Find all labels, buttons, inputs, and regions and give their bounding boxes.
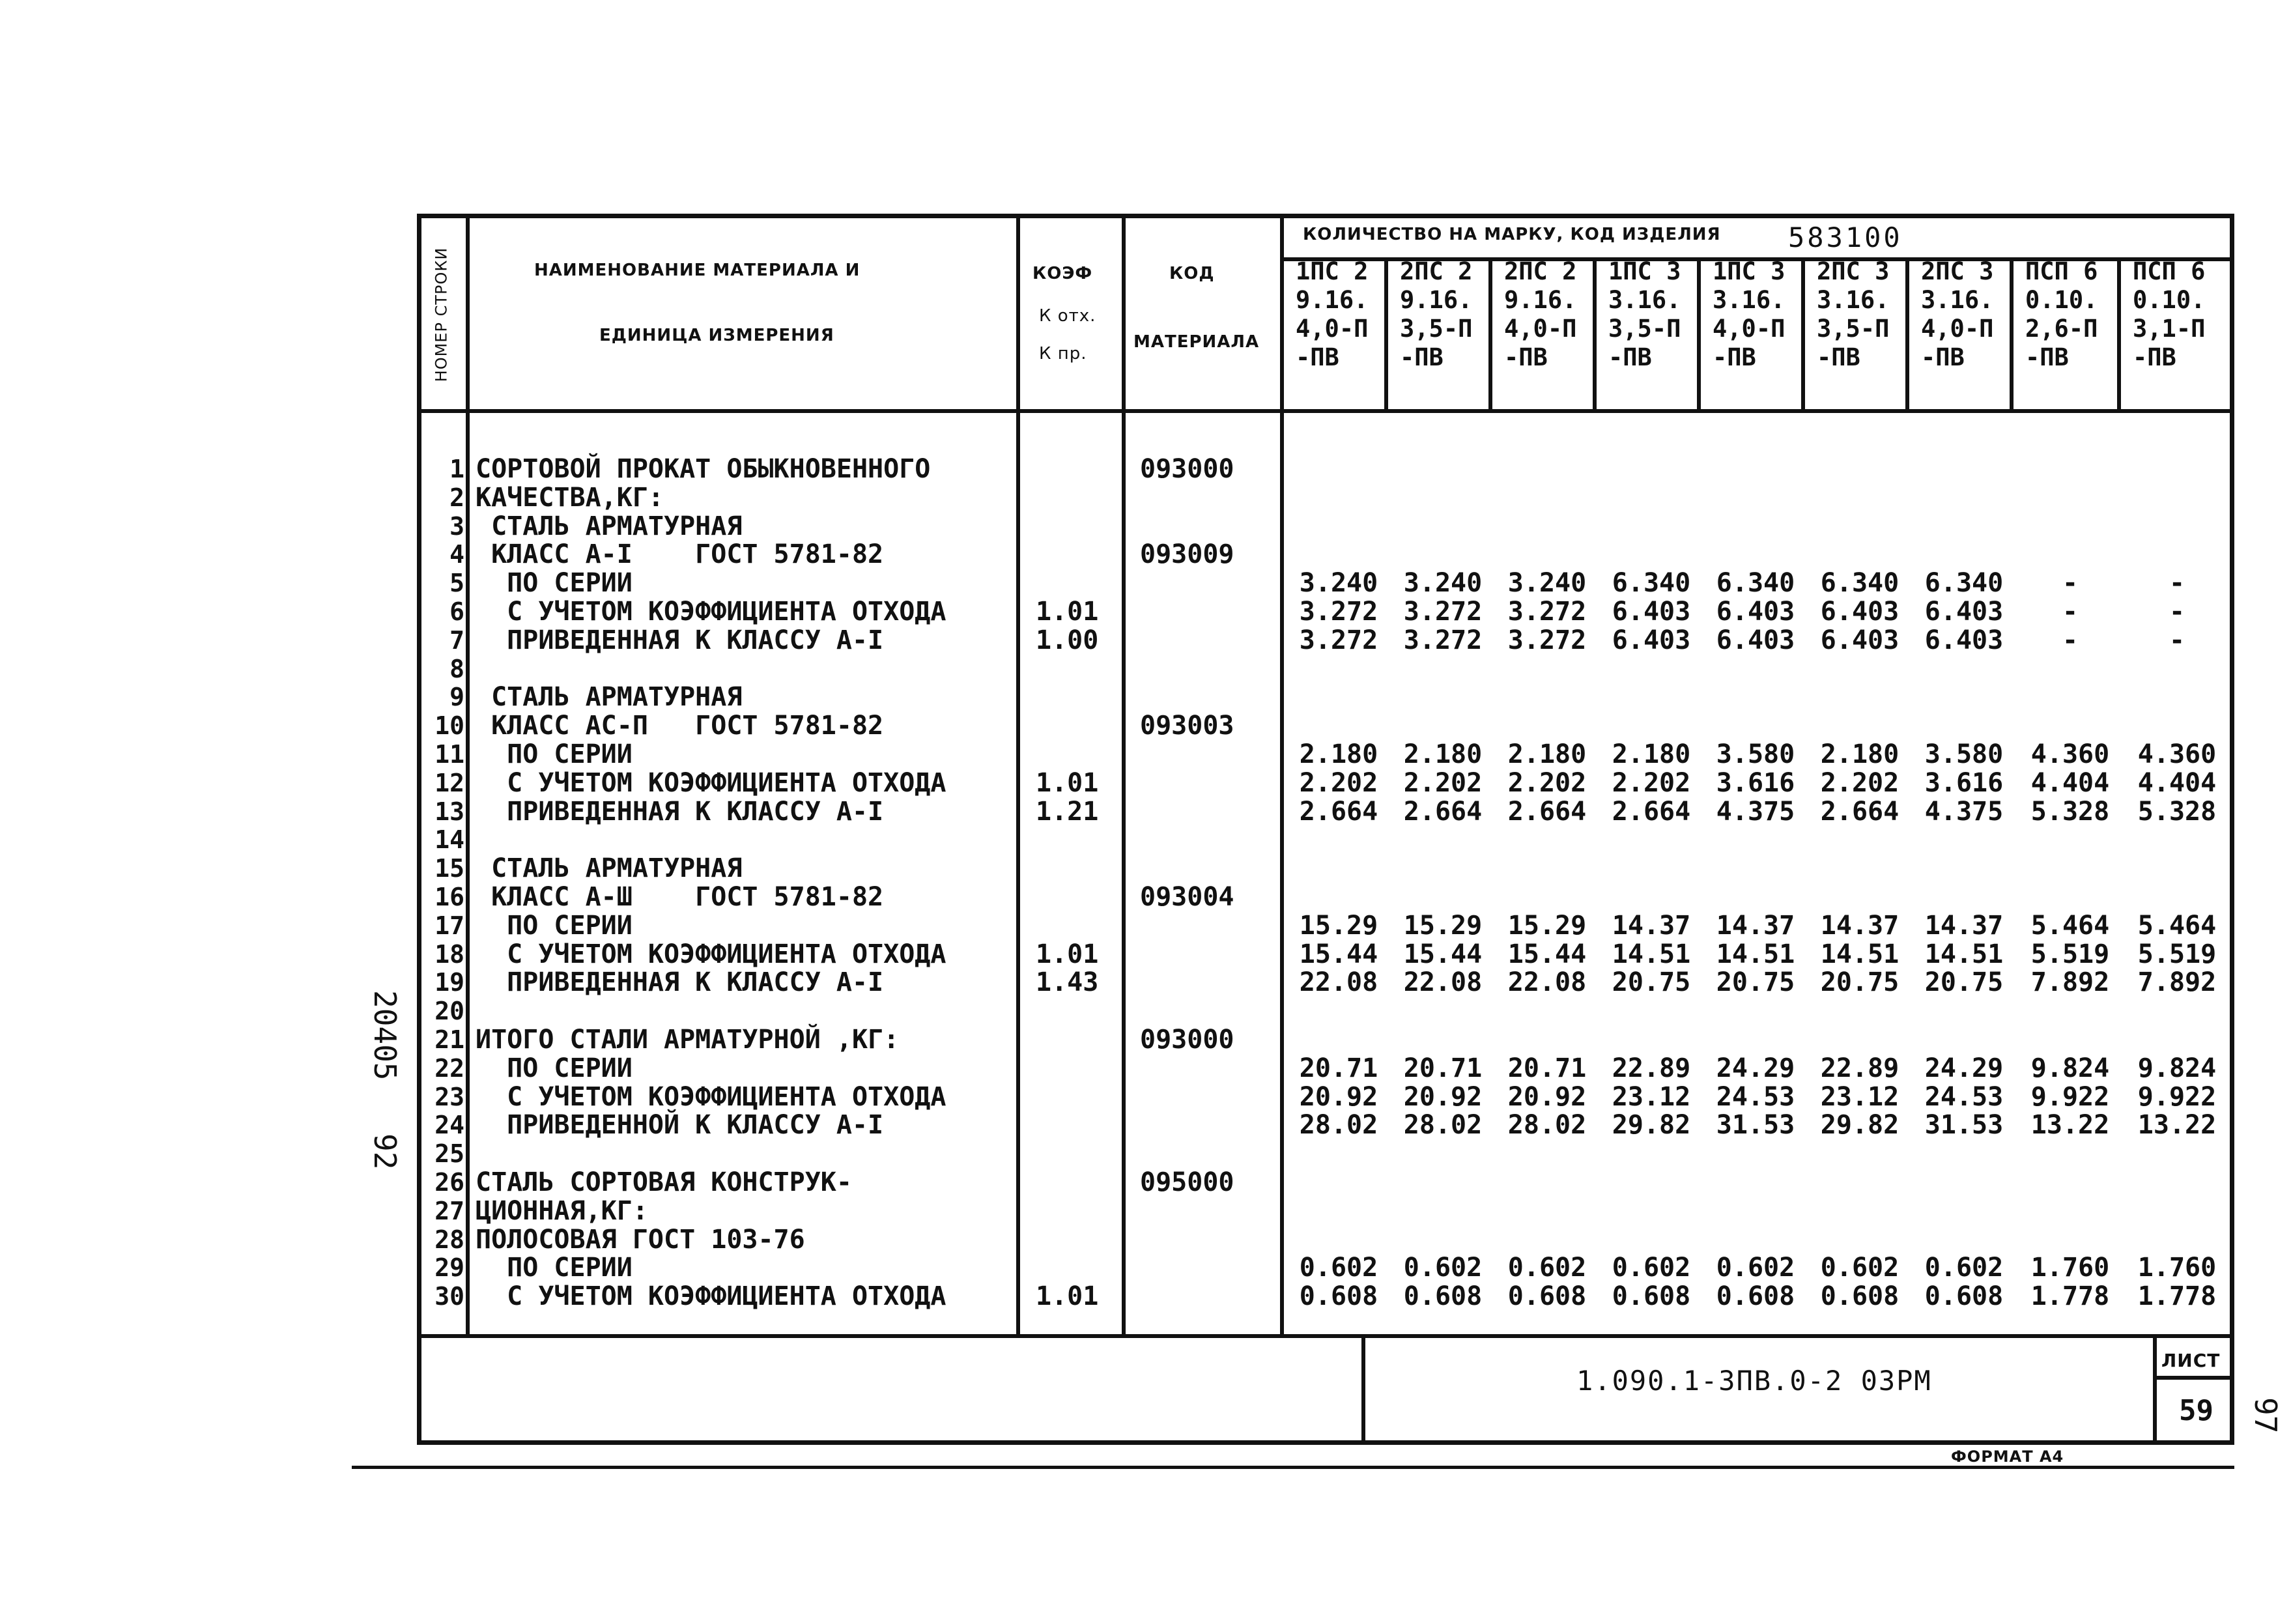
quantity-cell: 0.608 (1507, 1281, 1587, 1311)
row-number: 12 (434, 769, 464, 797)
quantity-cell: 5.464 (2030, 911, 2110, 941)
coefficient: 1.01 (1036, 1281, 1099, 1311)
quantity-cell: 3.272 (1403, 597, 1483, 627)
row-number: 19 (434, 968, 464, 997)
row-number: 26 (434, 1168, 464, 1197)
quantity-cell: 9.824 (2030, 1053, 2110, 1083)
quantity-cell: 4.375 (1924, 797, 2004, 827)
quantity-cell: 5.519 (2030, 939, 2110, 969)
quantity-cell: 4.360 (2030, 739, 2110, 769)
quantity-cell: 31.53 (1924, 1110, 2004, 1140)
quantity-cell: 3.580 (1924, 739, 2004, 769)
coef-pr-header: К пр. (1039, 344, 1087, 363)
mark-divider (1697, 257, 1701, 409)
quantity-cell: 2.664 (1507, 797, 1587, 827)
kod-header: КОД (1169, 264, 1215, 283)
row-number: 7 (449, 626, 464, 655)
material-code: 095000 (1140, 1167, 1234, 1197)
quantity-cell: 2.180 (1507, 739, 1587, 769)
quantity-cell: - (2062, 568, 2079, 598)
quantity-cell: 5.328 (2030, 797, 2110, 827)
row-number: 3 (449, 512, 464, 541)
material-code: 093000 (1140, 1025, 1234, 1055)
quantity-cell: 3.272 (1507, 625, 1587, 655)
row-number: 10 (434, 711, 464, 740)
header-bottom-line (417, 409, 2234, 413)
left-margin-number: 92 (367, 1133, 403, 1170)
quantity-cell: 3.272 (1403, 625, 1483, 655)
quantity-cell: 0.608 (1403, 1281, 1483, 1311)
quantity-cell: 0.602 (1612, 1253, 1691, 1283)
quantity-cell: 20.92 (1507, 1082, 1587, 1112)
quantity-cell: 15.29 (1299, 911, 1378, 941)
row-number-header: НОМЕР СТРОКИ (432, 247, 450, 382)
quantity-cell: 0.602 (1403, 1253, 1483, 1283)
quantity-cell: 9.922 (2137, 1082, 2217, 1112)
quantity-cell: 0.608 (1820, 1281, 1900, 1311)
material-name: С УЧЕТОМ КОЭФФИЦИЕНТА ОТХОДА (476, 597, 946, 627)
row-number: 28 (434, 1225, 464, 1254)
quantity-cell: 23.12 (1612, 1082, 1691, 1112)
row-number: 16 (434, 883, 464, 911)
material-name: С УЧЕТОМ КОЭФФИЦИЕНТА ОТХОДА (476, 1082, 946, 1112)
quantity-cell: 1.778 (2030, 1281, 2110, 1311)
divider-name (1016, 214, 1020, 1334)
quantity-cell: - (2169, 625, 2185, 655)
row-number: 25 (434, 1139, 464, 1168)
material-header-line1: НАИМЕНОВАНИЕ МАТЕРИАЛА И (534, 261, 861, 280)
quantity-cell: 28.02 (1403, 1110, 1483, 1140)
quantity-cell: 14.37 (1820, 911, 1900, 941)
quantity-cell: 0.608 (1924, 1281, 2004, 1311)
quantity-cell: 31.53 (1716, 1110, 1795, 1140)
quantity-cell: 3.240 (1403, 568, 1483, 598)
quantity-cell: 6.403 (1820, 597, 1900, 627)
quantity-cell: 24.29 (1924, 1053, 2004, 1083)
quantity-cell: 3.240 (1299, 568, 1378, 598)
quantity-cell: 0.602 (1299, 1253, 1378, 1283)
quantity-cell: 15.44 (1403, 939, 1483, 969)
quantity-cell: 6.403 (1612, 597, 1691, 627)
quantity-cell: 4.375 (1716, 797, 1795, 827)
material-name: ПОЛОСОВАЯ ГОСТ 103-76 (476, 1225, 805, 1255)
quantity-cell: 2.202 (1612, 768, 1691, 798)
mark-divider (1905, 257, 1909, 409)
document-code: 1.090.1-3ПВ.0-2 03РМ (1576, 1365, 1932, 1397)
divider-rownum (466, 214, 470, 1334)
material-name: СТАЛЬ АРМАТУРНАЯ (476, 682, 743, 712)
format-line (352, 1466, 2234, 1469)
row-number: 11 (434, 740, 464, 769)
quantity-cell: 0.608 (1299, 1281, 1378, 1311)
quantity-cell: 3.580 (1716, 739, 1795, 769)
material-name: ПРИВЕДЕННАЯ К КЛАССУ А-I (476, 967, 884, 997)
mark-header-6: 2ПС 3 3.16. 3,5-П -ПВ (1817, 257, 1890, 371)
mark-header-3: 2ПС 2 9.16. 4,0-П -ПВ (1504, 257, 1577, 371)
material-name: С УЧЕТОМ КОЭФФИЦИЕНТА ОТХОДА (476, 1281, 946, 1311)
format-label: ФОРМАТ А4 (1951, 1447, 2064, 1466)
mark-header-9: ПСП 6 0.10. 3,1-П -ПВ (2133, 257, 2206, 371)
quantity-cell: 20.75 (1924, 967, 2004, 997)
footer-divider-left (1361, 1334, 1365, 1445)
quantity-cell: 20.75 (1612, 967, 1691, 997)
quantity-cell: 13.22 (2137, 1110, 2217, 1140)
material-name: ПО СЕРИИ (476, 1253, 633, 1283)
mark-header-1: 1ПС 2 9.16. 4,0-П -ПВ (1296, 257, 1369, 371)
quantity-cell: 14.51 (1612, 939, 1691, 969)
divider-coef (1122, 214, 1126, 1334)
row-number: 22 (434, 1054, 464, 1083)
quantity-cell: 24.53 (1924, 1082, 2004, 1112)
kod-material-header: МАТЕРИАЛА (1133, 332, 1260, 352)
quantity-cell: 6.403 (1716, 625, 1795, 655)
quantity-cell: 4.404 (2030, 768, 2110, 798)
quantity-cell: 24.29 (1716, 1053, 1795, 1083)
quantity-cell: 2.180 (1612, 739, 1691, 769)
quantity-cell: 2.664 (1612, 797, 1691, 827)
quantity-cell: 6.403 (1716, 597, 1795, 627)
quantity-cell: 14.37 (1924, 911, 2004, 941)
mark-divider (2010, 257, 2014, 409)
coefficient: 1.01 (1036, 597, 1099, 627)
quantity-cell: 6.340 (1612, 568, 1691, 598)
material-name: ИТОГО СТАЛИ АРМАТУРНОЙ ,КГ: (476, 1025, 900, 1055)
quantity-cell: 2.664 (1403, 797, 1483, 827)
quantity-cell: 2.180 (1403, 739, 1483, 769)
quantity-cell: 6.340 (1820, 568, 1900, 598)
quantity-cell: 22.89 (1820, 1053, 1900, 1083)
quantity-cell: 0.602 (1820, 1253, 1900, 1283)
row-number: 27 (434, 1197, 464, 1225)
quantity-cell: 15.44 (1507, 939, 1587, 969)
quantity-cell: 0.602 (1507, 1253, 1587, 1283)
material-name: ПРИВЕДЕННАЯ К КЛАССУ А-I (476, 625, 884, 655)
row-number: 9 (449, 683, 464, 711)
quantity-cell: 28.02 (1507, 1110, 1587, 1140)
quantity-cell: 6.340 (1924, 568, 2004, 598)
material-name: СТАЛЬ АРМАТУРНАЯ (476, 853, 743, 883)
mark-header-5: 1ПС 3 3.16. 4,0-П -ПВ (1713, 257, 1786, 371)
quantity-cell: 15.44 (1299, 939, 1378, 969)
material-name: СТАЛЬ АРМАТУРНАЯ (476, 511, 743, 541)
quantity-cell: 22.08 (1299, 967, 1378, 997)
material-name: ПО СЕРИИ (476, 911, 633, 941)
material-name: СОРТОВОЙ ПРОКАТ ОБЫКНОВЕННОГО (476, 454, 931, 484)
quantity-cell: 29.82 (1820, 1110, 1900, 1140)
quantity-cell: 6.403 (1820, 625, 1900, 655)
footer-divider-sheet (2153, 1334, 2157, 1445)
quantity-cell: 15.29 (1403, 911, 1483, 941)
quantity-cell: 14.37 (1612, 911, 1691, 941)
material-name: ПО СЕРИИ (476, 739, 633, 769)
row-number: 18 (434, 940, 464, 969)
quantity-cell: 14.51 (1820, 939, 1900, 969)
quantity-cell: 20.71 (1299, 1053, 1378, 1083)
mark-divider (1488, 257, 1492, 409)
material-name: ПО СЕРИИ (476, 1053, 633, 1083)
quantity-cell: 1.760 (2030, 1253, 2110, 1283)
quantity-cell: 5.519 (2137, 939, 2217, 969)
right-margin-number: 97 (2248, 1397, 2283, 1434)
material-code: 093000 (1140, 454, 1234, 484)
quantity-cell: 20.71 (1507, 1053, 1587, 1083)
quantity-cell: 29.82 (1612, 1110, 1691, 1140)
quantity-cell: - (2062, 597, 2079, 627)
quantity-cell: 1.760 (2137, 1253, 2217, 1283)
mark-divider (1593, 257, 1597, 409)
mark-divider (1384, 257, 1388, 409)
coef-header: КОЭФ (1032, 264, 1093, 283)
quantity-cell: 3.616 (1716, 768, 1795, 798)
quantity-cell: 2.202 (1820, 768, 1900, 798)
row-number: 4 (449, 540, 464, 569)
material-name: С УЧЕТОМ КОЭФФИЦИЕНТА ОТХОДА (476, 768, 946, 798)
quantity-cell: 20.92 (1403, 1082, 1483, 1112)
quantity-cell: 14.51 (1924, 939, 2004, 969)
qty-title: КОЛИЧЕСТВО НА МАРКУ, КОД ИЗДЕЛИЯ (1303, 225, 1721, 244)
row-number: 20 (434, 997, 464, 1025)
row-number: 6 (449, 597, 464, 626)
quantity-cell: 6.403 (1924, 597, 2004, 627)
quantity-cell: 20.75 (1820, 967, 1900, 997)
quantity-cell: 28.02 (1299, 1110, 1378, 1140)
material-name: СТАЛЬ СОРТОВАЯ КОНСТРУК- (476, 1167, 852, 1197)
material-name: ПРИВЕДЕННОЙ К КЛАССУ А-I (476, 1110, 884, 1140)
body-bottom-line (417, 1334, 2234, 1338)
quantity-cell: 4.404 (2137, 768, 2217, 798)
quantity-cell: 2.664 (1299, 797, 1378, 827)
quantity-cell: 22.08 (1403, 967, 1483, 997)
quantity-cell: 2.180 (1820, 739, 1900, 769)
material-code: 093009 (1140, 539, 1234, 569)
quantity-cell: 2.664 (1820, 797, 1900, 827)
coef-otx-header: К отх. (1039, 306, 1096, 326)
quantity-cell: 6.403 (1612, 625, 1691, 655)
quantity-cell: 20.71 (1403, 1053, 1483, 1083)
quantity-cell: 6.340 (1716, 568, 1795, 598)
quantity-cell: 3.272 (1507, 597, 1587, 627)
mark-divider (2117, 257, 2121, 409)
quantity-cell: 3.616 (1924, 768, 2004, 798)
row-number: 17 (434, 911, 464, 940)
coefficient: 1.01 (1036, 939, 1099, 969)
mark-header-7: 2ПС 3 3.16. 4,0-П -ПВ (1921, 257, 1994, 371)
coefficient: 1.21 (1036, 797, 1099, 827)
quantity-cell: - (2169, 597, 2185, 627)
row-number: 24 (434, 1111, 464, 1139)
row-number: 2 (449, 483, 464, 512)
quantity-cell: 7.892 (2030, 967, 2110, 997)
material-name: КАЧЕСТВА,КГ: (476, 483, 664, 513)
quantity-cell: 22.08 (1507, 967, 1587, 997)
quantity-cell: 22.89 (1612, 1053, 1691, 1083)
mark-header-8: ПСП 6 0.10. 2,6-П -ПВ (2025, 257, 2098, 371)
quantity-cell: - (2062, 625, 2079, 655)
material-code: 093003 (1140, 711, 1234, 741)
quantity-cell: 20.92 (1299, 1082, 1378, 1112)
quantity-cell: 23.12 (1820, 1082, 1900, 1112)
coefficient: 1.00 (1036, 625, 1099, 655)
quantity-cell: 3.240 (1507, 568, 1587, 598)
row-number: 5 (449, 569, 464, 597)
quantity-cell: 0.602 (1924, 1253, 2004, 1283)
row-number: 13 (434, 797, 464, 826)
quantity-cell: 9.824 (2137, 1053, 2217, 1083)
product-code: 583100 (1788, 221, 1903, 253)
quantity-cell: 4.360 (2137, 739, 2217, 769)
quantity-cell: 7.892 (2137, 967, 2217, 997)
material-name: КЛАСС АС-П ГОСТ 5781-82 (476, 711, 884, 741)
material-name: С УЧЕТОМ КОЭФФИЦИЕНТА ОТХОДА (476, 939, 946, 969)
quantity-cell: 20.75 (1716, 967, 1795, 997)
quantity-cell: 14.51 (1716, 939, 1795, 969)
mark-header-4: 1ПС 3 3.16. 3,5-П -ПВ (1608, 257, 1681, 371)
quantity-cell: 15.29 (1507, 911, 1587, 941)
material-code: 093004 (1140, 882, 1234, 912)
mark-divider (1801, 257, 1805, 409)
quantity-cell: 6.403 (1924, 625, 2004, 655)
material-header-line2: ЕДИНИЦА ИЗМЕРЕНИЯ (599, 326, 834, 345)
row-number: 30 (434, 1282, 464, 1311)
quantity-cell: 2.202 (1299, 768, 1378, 798)
quantity-cell: 2.202 (1507, 768, 1587, 798)
quantity-cell: 9.922 (2030, 1082, 2110, 1112)
quantity-cell: 13.22 (2030, 1110, 2110, 1140)
quantity-cell: 0.608 (1716, 1281, 1795, 1311)
quantity-cell: - (2169, 568, 2185, 598)
row-number: 14 (434, 825, 464, 854)
row-number: 29 (434, 1253, 464, 1282)
row-number: 15 (434, 854, 464, 883)
material-name: КЛАСС А-Ш ГОСТ 5781-82 (476, 882, 884, 912)
row-number: 21 (434, 1025, 464, 1054)
sheet-label: ЛИСТ (2161, 1350, 2221, 1371)
quantity-cell: 14.37 (1716, 911, 1795, 941)
quantity-cell: 3.272 (1299, 625, 1378, 655)
coefficient: 1.43 (1036, 967, 1099, 997)
material-name: ПРИВЕДЕННАЯ К КЛАССУ А-I (476, 797, 884, 827)
quantity-cell: 0.608 (1612, 1281, 1691, 1311)
quantity-cell: 5.464 (2137, 911, 2217, 941)
quantity-cell: 3.272 (1299, 597, 1378, 627)
mark-header-2: 2ПС 2 9.16. 3,5-П -ПВ (1400, 257, 1473, 371)
quantity-cell: 0.602 (1716, 1253, 1795, 1283)
coefficient: 1.01 (1036, 768, 1099, 798)
sheet-number: 59 (2179, 1394, 2213, 1427)
quantity-cell: 1.778 (2137, 1281, 2217, 1311)
quantity-cell: 24.53 (1716, 1082, 1795, 1112)
material-name: ПО СЕРИИ (476, 568, 633, 598)
quantity-cell: 2.180 (1299, 739, 1378, 769)
footer-sheet-line (2153, 1376, 2234, 1380)
quantity-cell: 2.202 (1403, 768, 1483, 798)
row-number: 8 (449, 655, 464, 683)
divider-code (1280, 214, 1284, 1334)
material-name: КЛАСС А-I ГОСТ 5781-82 (476, 539, 884, 569)
row-number: 1 (449, 455, 464, 483)
inventory-number: 20405 (367, 990, 403, 1081)
row-number: 23 (434, 1083, 464, 1111)
quantity-cell: 5.328 (2137, 797, 2217, 827)
material-name: ЦИОННАЯ,КГ: (476, 1196, 648, 1226)
